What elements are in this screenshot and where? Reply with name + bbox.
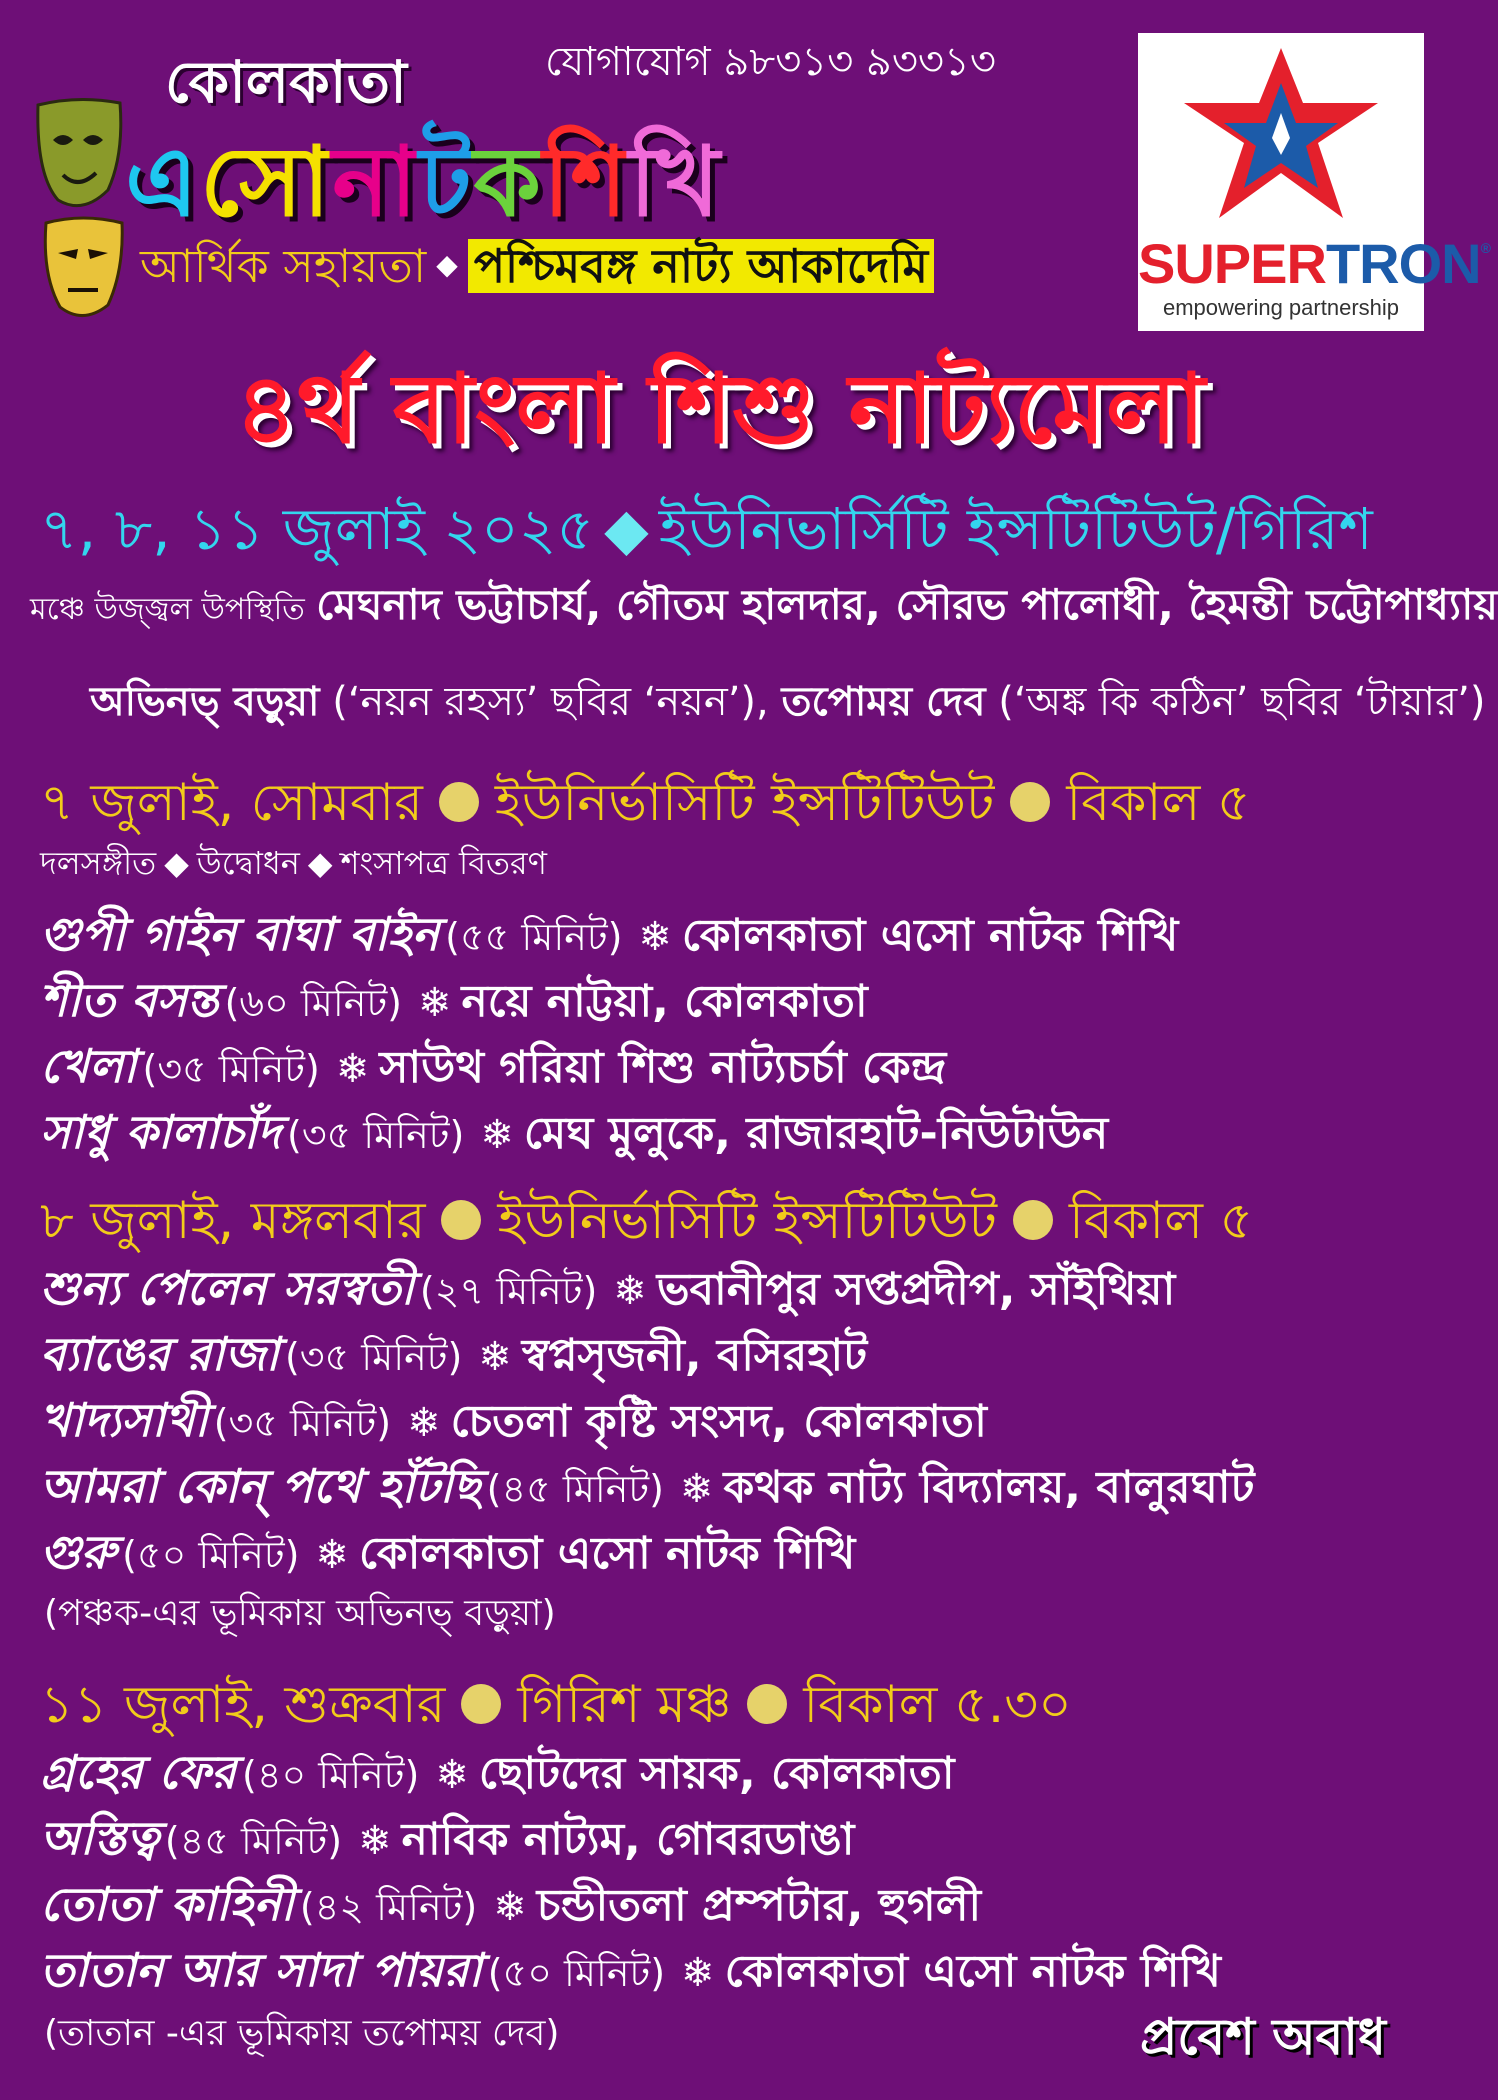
- brand-part: সো: [200, 126, 333, 238]
- play-group: নাবিক নাট্যম, গোবরডাঙা: [401, 1814, 855, 1865]
- play-group: ভবানীপুর সপ্তপ্রদীপ, সাঁইথিয়া: [656, 1264, 1176, 1315]
- special-guests-row: [90, 670, 1485, 737]
- asterisk-icon: ❄: [335, 1046, 370, 1092]
- play-row: [40, 1936, 1221, 2012]
- play-row: [40, 1870, 981, 1946]
- asterisk-icon: ❄: [638, 914, 672, 960]
- bullet-icon: [461, 1684, 501, 1724]
- brand-part: ট: [419, 126, 474, 238]
- bullet-icon: [439, 782, 479, 822]
- special-guest-role: (‘অঙ্ক কি কঠিন’ ছবির ‘টায়ার’): [998, 679, 1486, 725]
- special-guest-name: তপোময় দেব: [781, 679, 986, 725]
- day-date: ৭ জুলাই, সোমবার: [40, 773, 423, 833]
- brand-part: শি: [542, 126, 630, 238]
- play-row: [40, 1452, 1255, 1528]
- asterisk-icon: ❄: [407, 1400, 441, 1446]
- asterisk-icon: ❄: [613, 1268, 647, 1314]
- festival-dates-row: [40, 485, 1373, 582]
- day-venue: ইউনির্ভাসিটি ইন্সটিটিউট: [494, 773, 995, 833]
- play-row: [40, 1386, 987, 1462]
- play-title: শীত বসন্ত: [40, 973, 219, 1027]
- play-group: মেঘ মুলুকে, রাজারহাট-নিউটাউন: [523, 1108, 1109, 1159]
- bullet-icon: [747, 1684, 787, 1724]
- play-duration: (৬০ মিনিট): [224, 981, 402, 1025]
- program-items: [40, 838, 547, 892]
- play-group: কোলকাতা এসো নাটক শিখি: [724, 1946, 1221, 1997]
- play-row: [40, 1320, 867, 1396]
- registered-mark: ®: [1480, 240, 1490, 256]
- brand-part: এ: [125, 126, 201, 238]
- play-title: তাতান আর সাদা পায়রা: [40, 1943, 482, 1997]
- asterisk-icon: ❄: [493, 1884, 527, 1930]
- asterisk-icon: ❄: [478, 1334, 512, 1380]
- play-group: কোলকাতা এসো নাটক শিখি: [358, 1528, 856, 1579]
- brand-part: না: [332, 126, 420, 238]
- sponsor-name-part2: TRON: [1325, 232, 1481, 295]
- special-guest-role: (‘নয়ন রহস্য’ ছবির ‘নয়ন’),: [332, 679, 769, 725]
- program-item: শংসাপত্র বিতরণ: [340, 844, 547, 882]
- day-venue: গিরিশ মঞ্চ: [517, 1675, 732, 1735]
- play-duration: (৩৫ মিনিট): [287, 1113, 465, 1157]
- play-duration: (৩৫ মিনিট): [142, 1047, 320, 1091]
- financial-support: [140, 232, 934, 308]
- asterisk-icon: ❄: [358, 1818, 392, 1864]
- sponsor-logo: [1138, 33, 1490, 331]
- play-duration: (৫০ মিনিট): [487, 1951, 666, 1995]
- asterisk-icon: ❄: [679, 1466, 714, 1512]
- play-row: [40, 1254, 1175, 1330]
- play-title: ব্যাঙের রাজা: [40, 1327, 279, 1381]
- festival-title: ৪র্থ বাংলা শিশু নাট্যমেলা: [234, 353, 1206, 465]
- play-group: সাউথ গরিয়া শিশু নাট্যচর্চা কেন্দ্র: [379, 1042, 947, 1093]
- bullet-icon: [441, 1200, 481, 1240]
- brand-part: ক: [473, 126, 543, 238]
- day-time: বিকাল ৫: [1066, 773, 1251, 833]
- guests-lead: মঞ্চে উজ্জ্বল উপস্থিতি: [30, 592, 305, 627]
- program-item: দলসঙ্গীত: [40, 844, 157, 882]
- festival-venue: ইউনিভার্সিটি ইন্সটিটিউট/গিরিশ: [658, 495, 1373, 563]
- play-title: তোতা কাহিনী: [40, 1877, 294, 1931]
- guests-row: [30, 572, 1498, 643]
- role-note: (তাতান -এর ভূমিকায় তপোময় দেব): [44, 2013, 560, 2054]
- role-note: (পঞ্চক-এর ভূমিকায় অভিনভ্ বড়ুয়া): [44, 1593, 556, 1634]
- diamond-icon: ◆: [307, 844, 333, 882]
- play-group: ছোটদের সায়ক, কোলকাতা: [478, 1748, 955, 1799]
- bullet-icon: [1010, 782, 1050, 822]
- support-name: পশ্চিমবঙ্গ নাট্য আকাদেমি: [468, 239, 934, 293]
- play-group: নয়ে নাট্টয়া, কোলকাতা: [461, 976, 868, 1027]
- play-group: চন্ডীতলা প্রম্পটার, হুগলী: [536, 1880, 982, 1931]
- play-duration: (৪২ মিনিট): [299, 1885, 478, 1929]
- play-title: খাদ্যসাথী: [40, 1393, 208, 1447]
- sponsor-name-part1: SUPER: [1138, 232, 1326, 295]
- day-date: ৮ জুলাই, মঙ্গলবার: [40, 1191, 426, 1251]
- play-row: [40, 1098, 1108, 1174]
- play-group: কোলকাতা এসো নাটক শিখি: [681, 910, 1179, 961]
- play-group: স্বপ্নসৃজনী, বসিরহাট: [521, 1330, 868, 1381]
- asterisk-icon: ❄: [315, 1532, 349, 1578]
- asterisk-icon: ❄: [435, 1752, 469, 1798]
- play-title: গ্রহের ফের: [40, 1745, 237, 1799]
- program-item: উদ্বোধন: [196, 844, 300, 882]
- play-group: চেতলা কৃষ্টি সংসদ, কোলকাতা: [450, 1396, 987, 1447]
- play-duration: (৪০ মিনিট): [242, 1753, 420, 1797]
- play-duration: (৪৫ মিনিট): [486, 1467, 664, 1511]
- diamond-icon: ◆: [436, 248, 458, 281]
- diamond-icon: ◆: [164, 844, 189, 882]
- asterisk-icon: ❄: [480, 1112, 514, 1158]
- asterisk-icon: ❄: [417, 980, 452, 1026]
- play-duration: (২৭ মিনিট): [419, 1269, 598, 1313]
- asterisk-icon: ❄: [681, 1950, 715, 1996]
- play-title: অস্তিত্ব: [40, 1811, 159, 1865]
- day-time: বিকাল ৫.৩০: [803, 1675, 1072, 1735]
- play-row: [40, 1738, 954, 1814]
- play-row: [40, 1804, 854, 1880]
- free-entry-label: প্রবেশ অবাধ: [1140, 2008, 1386, 2066]
- sponsor-tagline: empowering partnership: [1162, 295, 1400, 320]
- city-label: কোলকাতা: [165, 48, 407, 116]
- play-duration: (৩৫ মিনিট): [213, 1401, 392, 1445]
- day-venue: ইউনির্ভাসিটি ইন্সটিটিউট: [497, 1191, 997, 1251]
- contact-phone: যোগাযোগ ৯৮৩১৩ ৯৩৩১৩: [545, 39, 996, 85]
- diamond-icon: ◆: [604, 495, 649, 563]
- theatre-mask-icon: [28, 95, 128, 215]
- play-duration: (৩৫ মিনিট): [284, 1335, 463, 1379]
- theatre-mask-icon: [38, 215, 128, 325]
- play-title: গুপী গাইন বাঘা বাইন: [40, 907, 440, 961]
- play-duration: (৫০ মিনিট): [122, 1533, 300, 1577]
- sponsor-name: [1138, 231, 1490, 296]
- day-date: ১১ জুলাই, শুক্রবার: [40, 1675, 446, 1735]
- play-title: খেলা: [40, 1039, 137, 1093]
- support-label: আর্থিক সহায়তা: [140, 239, 427, 293]
- play-duration: (৪৫ মিনিট): [164, 1819, 343, 1863]
- day-time: বিকাল ৫: [1068, 1191, 1254, 1251]
- play-group: কথক নাট্য বিদ্যালয়, বালুরঘাট: [723, 1462, 1255, 1513]
- play-row: [40, 1032, 946, 1108]
- play-duration: (৫৫ মিনিট): [445, 915, 623, 959]
- play-row: [40, 1518, 855, 1594]
- day-heading: [40, 762, 1251, 849]
- play-row: [40, 900, 1178, 976]
- brand-part: খি: [629, 126, 722, 238]
- play-title: গুরু: [40, 1525, 117, 1579]
- festival-dates: ৭, ৮, ১১ জুলাই ২০২৫: [40, 495, 595, 563]
- bullet-icon: [1013, 1200, 1053, 1240]
- special-guest-name: অভিনভ্ বড়ুয়া: [90, 679, 320, 725]
- guests-names: মেঘনাদ ভট্টাচার্য, গৌতম হালদার, সৌরভ পালোধী, হৈমন্তী চট্টোপাধ্যায়: [316, 580, 1498, 629]
- play-title: সাধু কালাচাঁদ: [40, 1105, 281, 1159]
- star-icon: [1178, 43, 1384, 223]
- play-title: শুন্য পেলেন সরস্বতী: [40, 1261, 414, 1315]
- play-row: [40, 966, 868, 1042]
- play-title: আমরা কোন্ পথে হাঁটছি: [40, 1459, 481, 1513]
